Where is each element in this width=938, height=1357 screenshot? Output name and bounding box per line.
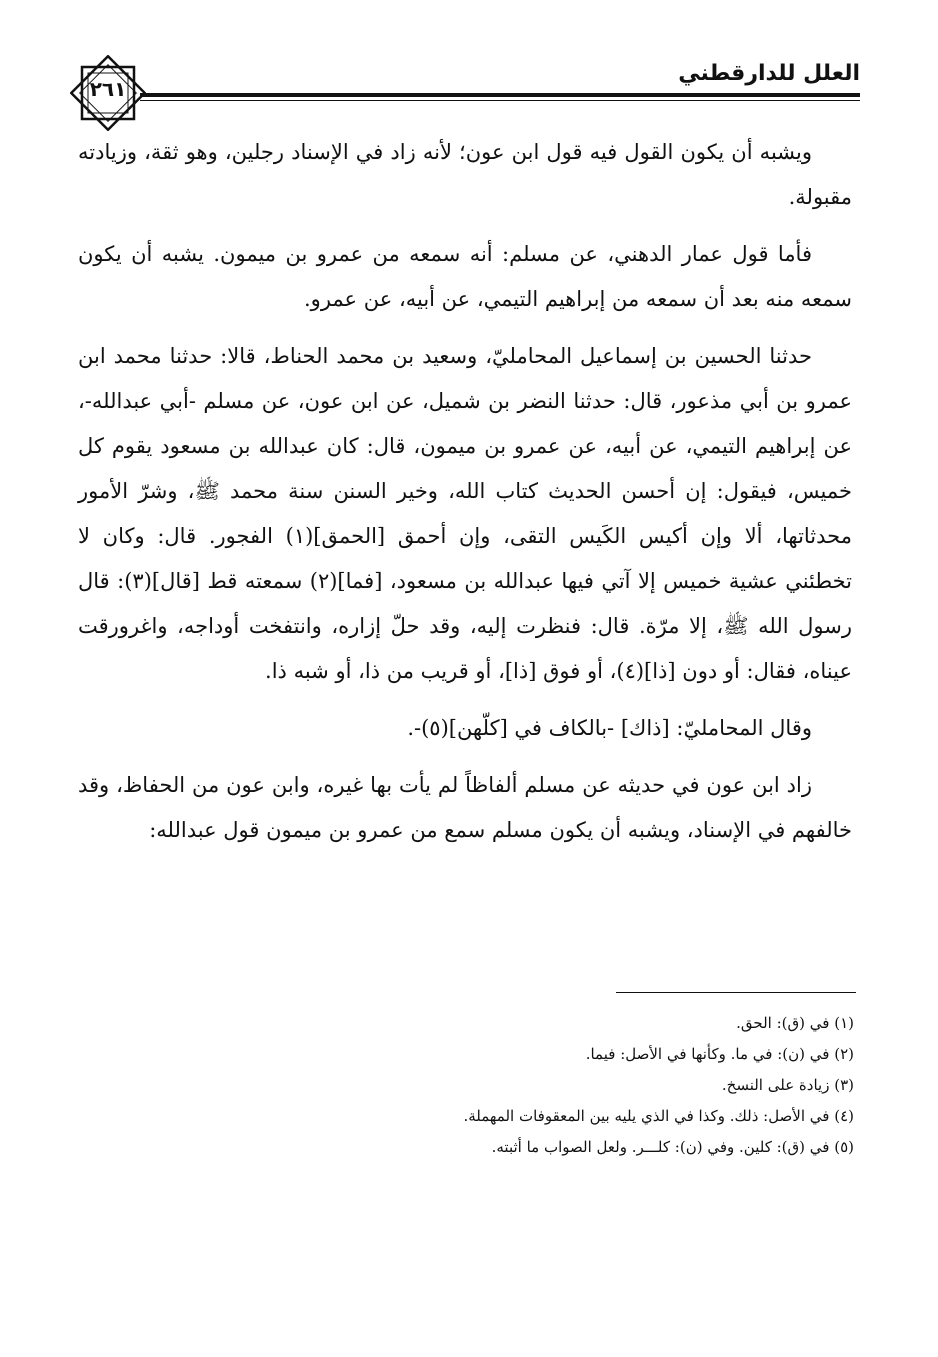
main-text (78, 130, 852, 865)
header-rule-thick (140, 93, 860, 97)
footnote: (٣) زيادة على النسخ. (721, 1076, 854, 1094)
page-number: ٢٦١ (89, 77, 127, 101)
footnote: (٢) في (ن): في ما. وكأنها في الأصل: فيما. (585, 1045, 854, 1063)
paragraph: فأما قول عمار الدهني، عن مسلم: أنه سمعه من عمرو بن ميمون. يشبه أن يكون سمعه منه بعد أن سمعه من إبراهيم التيمي، عن أبيه، عن عمرو. (78, 242, 852, 311)
footnote: (٥) في (ق): كلين. وفي (ن): كلـــر. ولعل الصواب ما أثبته. (491, 1138, 854, 1156)
book-title: العلل للدارقطني (678, 61, 860, 86)
paragraph: زاد ابن عون في حديثه عن مسلم ألفاظاً لم يأت بها غيره، وابن عون من الحفاظ، وقد خالفهم في الإسناد، ويشبه أن يكون مسلم سمع من عمرو بن ميمون قول عبدالله: (78, 773, 852, 842)
footnote: (١) في (ق): الحق. (736, 1014, 854, 1032)
paragraph: حدثنا الحسين بن إسماعيل المحامليّ، وسعيد بن محمد الحناط، قالا: حدثنا محمد ابن عمرو بن أبي مذعور، قال: حدثنا النضر بن شميل، عن ابن عون، عن مسلم -أبي عبدالله-، عن إبراهيم التيمي، عن أبيه، عن عمرو بن ميمون، قال: كان عبدالله بن مسعود يقوم كل خميس، فيقول: إن أحسن الحديث كتاب الله، وخير السنن سنة محمد ﷺ، وشرّ الأمور محدثاتها، ألا وإن أكيس الكَيس التقى، وإن أحمق [الحمق](١) الفجور. قال: وكان لا تخطئني عشية خميس إلا آتي فيها عبدالله بن مسعود، [فما](٢) سمعته قط [قال](٣): قال رسول الله ﷺ، إلا مرّة. قال: فنظرت إليه، وقد حلّ إزاره، وانتفخت أوداجه، واغرورقت عيناه، فقال: أو دون [ذا](٤)، أو فوق [ذا]، أو قريب من ذا، أو شبه ذا. (78, 344, 853, 683)
page-header (70, 55, 860, 125)
paragraph: ويشبه أن يكون القول فيه قول ابن عون؛ لأنه زاد في الإسناد رجلين، وهو ثقة، وزيادته مقبولة. (78, 140, 852, 209)
header-rule-thin (140, 100, 860, 101)
footnote-separator (616, 992, 856, 993)
footnotes (154, 1008, 854, 1163)
paragraph: وقال المحامليّ: [ذاك] -بالكاف في [كلّهن](٥)-. (407, 716, 812, 740)
page-number-badge (70, 55, 146, 131)
footnote: (٤) في الأصل: ذلك. وكذا في الذي يليه بين المعقوفات المهملة. (463, 1107, 854, 1125)
